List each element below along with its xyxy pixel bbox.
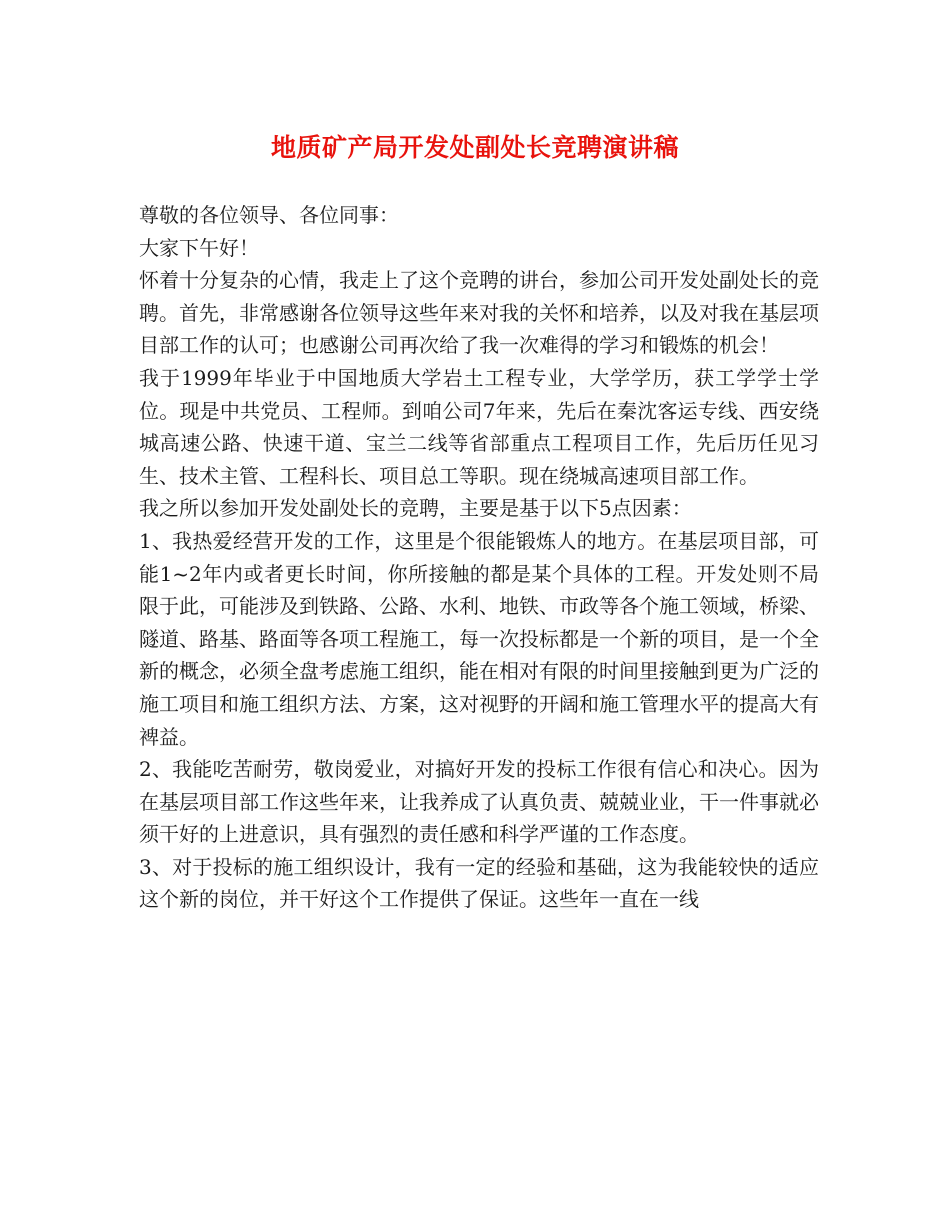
paragraph-salutation: 尊敬的各位领导、各位同事： xyxy=(139,203,399,227)
document-body xyxy=(139,199,819,916)
paragraph-background: 我于1999年毕业于中国地质大学岩土工程专业，大学学历，获工学学士学位。现是中共党员、工程师。到咱公司7年来，先后在秦沈客运专线、西安绕城高速公路、快速干道、宝兰二线等省部重点工程项目工作，先后历任见习生、技术主管、工程科长、项目总工等职。现在绕城高速项目部工作。 xyxy=(139,365,819,488)
paragraph-opening: 怀着十分复杂的心情，我走上了这个竞聘的讲台，参加公司开发处副处长的竞聘。首先，非常感谢各位领导这些年来对我的关怀和培养，以及对我在基层项目部工作的认可；也感谢公司再次给了我一次难得的学习和锻炼的机会！ xyxy=(139,268,819,358)
paragraph-reasons-intro: 我之所以参加开发处副处长的竞聘，主要是基于以下5点因素： xyxy=(139,496,692,521)
paragraph-reason-3: 3、对于投标的施工组织设计，我有一定的经验和基础，这为我能较快的适应这个新的岗位，并干好这个工作提供了保证。这些年一直在一线 xyxy=(139,854,819,912)
document-title: 地质矿产局开发处副处长竞聘演讲稿 xyxy=(270,133,679,162)
paragraph-reason-1: 1、我热爱经营开发的工作，这里是个很能锻炼人的地方。在基层项目部，可能1~2年内或者更长时间，你所接触的都是某个具体的工程。开发处则不局限于此，可能涉及到铁路、公路、水利、地铁、市政等各个施工领域，桥梁、隧道、路基、路面等各项工程施工，每一次投标都是一个新的项目，是一个全新的概念，必须全盘考虑施工组织，能在相对有限的时间里接触到更为广泛的施工项目和施工组织方法、方案，这对视野的开阔和施工管理水平的提高大有裨益。 xyxy=(139,528,819,749)
paragraph-reason-2: 2、我能吃苦耐劳，敬岗爱业，对搞好开发的投标工作很有信心和决心。因为在基层项目部工作这些年来，让我养成了认真负责、兢兢业业，干一件事就必须干好的上进意识，具有强烈的责任感和科学严谨的工作态度。 xyxy=(139,757,819,847)
paragraph-greeting: 大家下午好！ xyxy=(139,235,259,260)
